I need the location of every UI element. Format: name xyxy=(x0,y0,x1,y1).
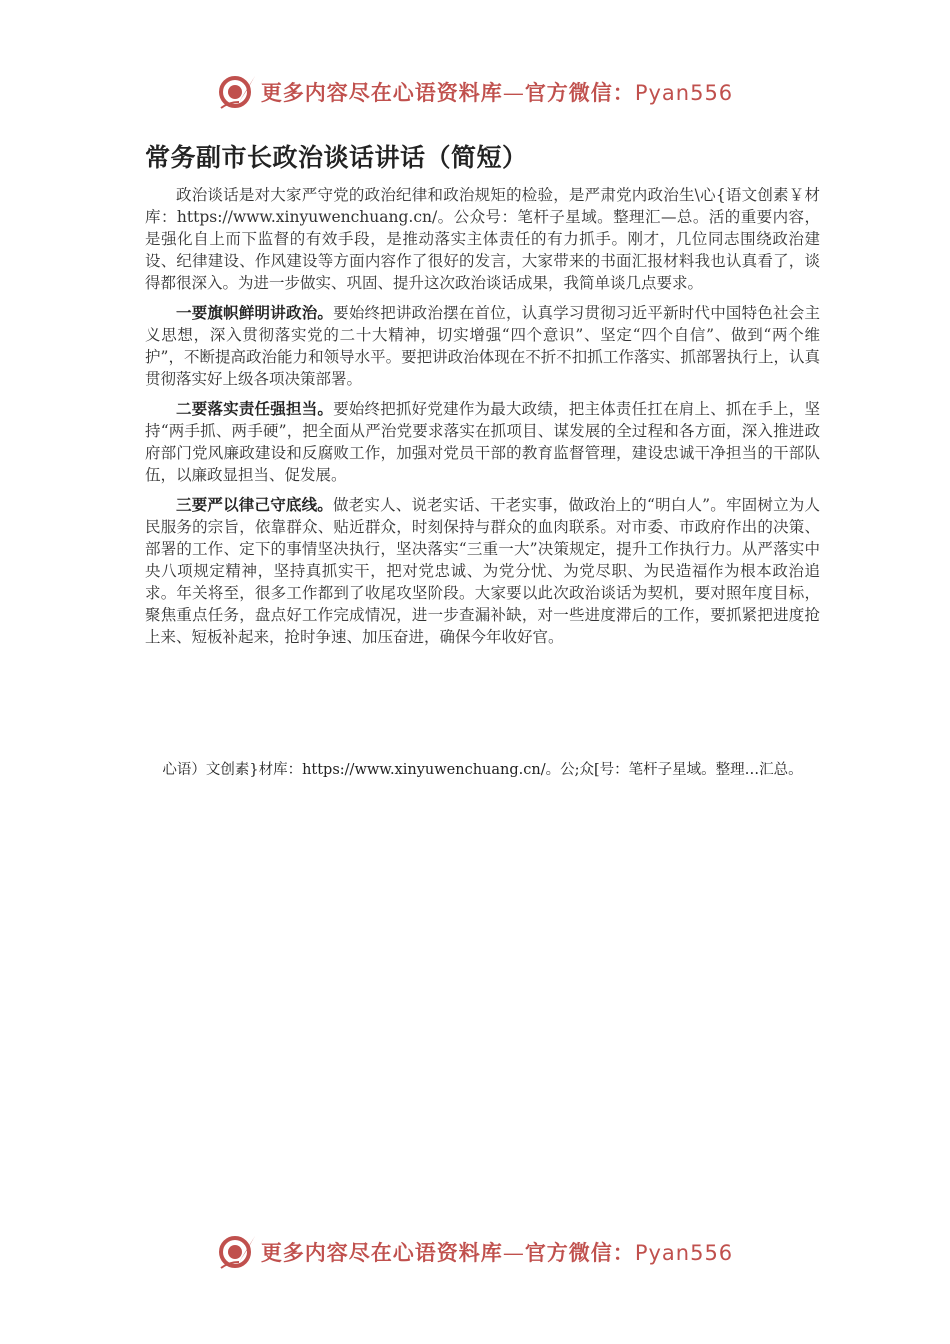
banner-dash: — xyxy=(502,81,525,105)
point-body-3: 做老实人、说老实话、干老实事，做政治上的“明白人”。牢固树立为人民服务的宗旨，依靠群众、贴近群众，时刻保持与群众的血肉联系。对市委、市政府作出的决策、部署的工作、定下的事情坚决执行，坚决落实“三重一大”决策规定，提升工作执行力。从严落实中央八项规定精神，坚持真抓实干，把对党忠诚、为党分忧、为党尽职、为民造福作为根本政治追求。年关将至，很多工作都到了收尾攻坚阶段。大家要以此次政治谈话为契机，要对照年度目标，聚焦重点任务，盘点好工作完成情况，进一步查漏补缺，对一些进度滞后的工作，要抓紧把进度抢上来、短板补起来，抢时争速、加压奋进，确保今年收好官。 xyxy=(145,496,820,646)
banner-text xyxy=(261,1237,733,1267)
banner-official: 官方微信： xyxy=(524,1240,635,1265)
quill-pen-logo-icon xyxy=(217,1232,257,1272)
banner-wechat-id: Pyan556 xyxy=(634,81,734,105)
point-body-2: 要始终把抓好党建作为最大政绩，把主体责任扛在肩上、抓在手上，坚持“两手抓、两手硬”，把全面从严治党要求落实在抓项目、谋发展的全过程和各方面，深入推进政府部门党风廉政建设和反腐败工作，加强对党员干部的教育监督管理，建设忠诚干净担当的干部队伍，以廉政显担当、促发展。 xyxy=(145,400,820,484)
source-footer-note: 心语）文创素}材库：https://www.xinyuwenchuang.cn/。公;众[号：笔杆子星域。整理…汇总。 xyxy=(162,762,803,778)
banner-dash: — xyxy=(502,1241,525,1265)
point-lead-2: 二要落实责任强担当。 xyxy=(176,400,334,418)
quill-pen-logo-icon xyxy=(217,72,257,112)
banner-official: 官方微信： xyxy=(524,80,635,105)
footer-banner xyxy=(0,1230,950,1274)
header-banner xyxy=(0,70,950,114)
intro-paragraph: 政治谈话是对大家严守党的政治纪律和政治规矩的检验，是严肃党内政治生\心{语文创素￥材库：https://www.xinyuwenchuang.cn/。公众号：笔杆子星域。整理汇—总。活的重要内容，是强化自上而下监督的有效手段，是推动落实主体责任的有力抓手。刚才，几位同志围绕政治建设、纪律建设、作风建设等方面内容作了很好的发言，大家带来的书面汇报材料我也认真看了，谈得都很深入。为进一步做实、巩固、提升这次政治谈话成果，我简单谈几点要求。 xyxy=(145,186,820,292)
point-paragraph-1 xyxy=(145,302,820,390)
document-body xyxy=(145,138,820,656)
point-paragraph-2 xyxy=(145,398,820,486)
point-lead-3: 三要严以律己守底线。 xyxy=(176,496,333,514)
point-lead-1: 一要旗帜鲜明讲政治。 xyxy=(176,304,334,322)
point-paragraph-3 xyxy=(145,494,820,648)
point-body-1: 要始终把讲政治摆在首位，认真学习贯彻习近平新时代中国特色社会主义思想，深入贯彻落实党的二十大精神，切实增强“四个意识”、坚定“四个自信”、做到“两个维护”，不断提高政治能力和领导水平。要把讲政治体现在不折不扣抓工作落实、抓部署执行上，认真贯彻落实好上级各项决策部署。 xyxy=(145,304,820,388)
banner-prefix: 更多内容尽在心语资料库 xyxy=(260,80,503,105)
banner-text xyxy=(261,77,733,107)
banner-wechat-id: Pyan556 xyxy=(634,1241,734,1265)
document-title: 常务副市长政治谈话讲话（简短） xyxy=(145,143,528,172)
banner-prefix: 更多内容尽在心语资料库 xyxy=(260,1240,503,1265)
